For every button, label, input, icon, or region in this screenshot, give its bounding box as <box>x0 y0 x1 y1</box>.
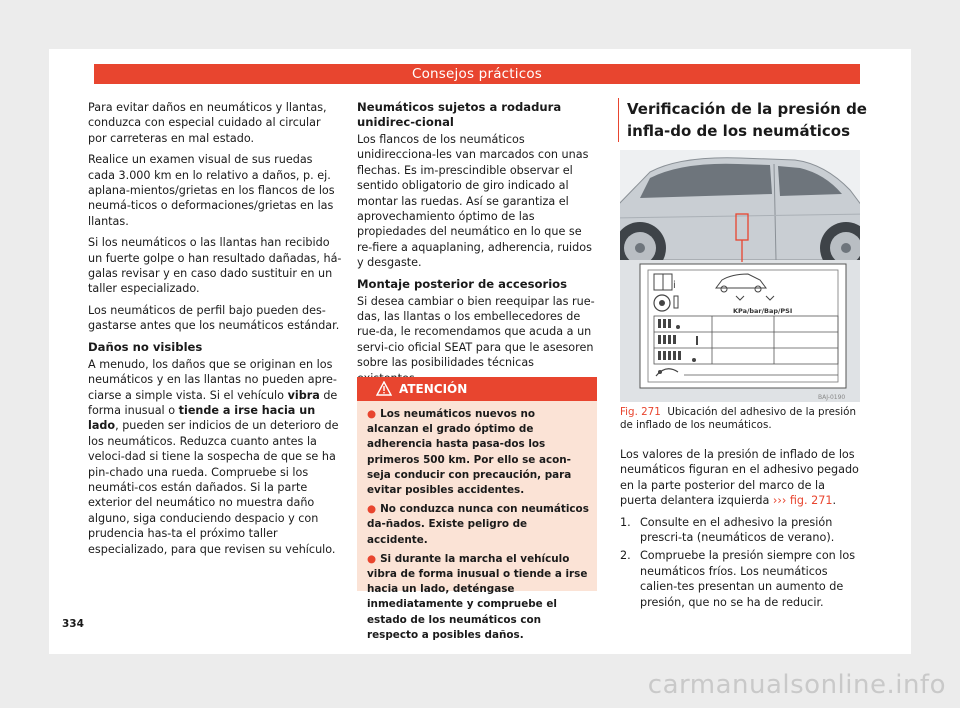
warning-list <box>365 407 589 643</box>
section-heading: Daños no visibles <box>88 339 203 354</box>
figure-tire-pressure-label <box>620 150 860 402</box>
warning-item-text: Los neumáticos nuevos no alcanzan el grado óptimo de adherencia hasta pasa-dos los primeros 500 km. Por ello se acon-seja conducir con precaución, para evitar posibles accidentes. <box>367 408 572 497</box>
warning-triangle-icon <box>376 381 392 396</box>
text-run: , pueden ser indicios de un deterioro de los neumáticos. Reduzca cuanto antes la veloci-dad si tiene la sospecha de que se ha pin-chado una rueda. Compruebe si los neumáti-cos están dañados. Si la parte exterior del neumático no muestra daño alguno, siga conduciendo despacio y con prudencia has-ta el próximo taller especializado, para que revisen su vehículo. <box>88 419 339 556</box>
emphasis: vibra <box>287 388 320 402</box>
steps-list <box>620 515 862 610</box>
paragraph: Si los neumáticos o las llantas han recibido un fuerte golpe o han resultado dañadas, há-galas revisar y en caso dado sustituir en un taller especializado. <box>88 236 342 296</box>
text-run: A menudo, los daños que se originan en los neumáticos y en las llantas no pueden apre-ciarse a simple vista. Si el vehículo <box>88 357 337 402</box>
warning-item <box>365 552 589 643</box>
page-number: 334 <box>62 618 84 630</box>
paragraph: Para evitar daños en neumáticos y llantas, conduzca con especial cuidado al circular por carreteras en mal estado. <box>88 101 327 145</box>
text-run: . <box>832 494 837 508</box>
warning-item <box>365 502 589 548</box>
warning-item-text: No conduzca nunca con neumáticos da-ñados. Existe peligro de accidente. <box>367 503 589 546</box>
section-title: Verificación de la presión de infla-do de los neumáticos <box>618 98 871 142</box>
caption-text: Ubicación del adhesivo de la presión de inflado de los neumáticos. <box>620 406 856 431</box>
column-middle <box>357 100 597 392</box>
section-heading: Montaje posterior de accesorios <box>357 276 568 291</box>
bullet-icon: ● <box>367 552 377 565</box>
step-number: 1. <box>620 515 631 529</box>
figure-number: Fig. 271 <box>620 406 661 418</box>
step-text: Compruebe la presión siempre con los neumáticos fríos. Los neumáticos calien-tes presentan un aumento de presión, que no se ha de reducir. <box>640 549 856 609</box>
column-left <box>88 100 342 563</box>
car-door-illustration <box>620 150 860 402</box>
figure-code: BAJ-0190 <box>818 394 846 401</box>
step-number: 2. <box>620 549 631 563</box>
figure-caption <box>620 406 860 432</box>
paragraph: Si desea cambiar o bien reequipar las rue-das, las llantas o los embellecedores de rue-da, le recomendamos que acuda a un servi-cio oficial SEAT para que le asesoren sobre las posibilidades técnicas <box>357 294 595 370</box>
paragraph: Los flancos de los neumáticos unidirecciona-les van marcados con unas flechas. Es im-prescindible observar el sentido obligatorio de giro indicado al montar las ruedas. Así se garantiza el aprovechamiento óptimo de las propiedades del neumático en lo que se re-fiere a aquaplaning, adherencia, ruidos y desgaste. <box>357 133 592 270</box>
warning-item-text: Si durante la marcha el vehículo vibra de forma inusual o tiende a irse hacia un lado, deténgase inmediatamente y compruebe el estado de los neumáticos con respecto a posibles daños. <box>367 552 588 641</box>
warning-box <box>357 377 597 641</box>
watermark: carmanualsonline.info <box>647 670 946 700</box>
paragraph <box>88 357 342 557</box>
paragraph: Los neumáticos de perfil bajo pueden des-gastarse antes que los neumáticos estándar. <box>88 303 340 333</box>
page-header: Consejos prácticos <box>94 64 860 84</box>
paragraph: Realice un examen visual de sus ruedas cada 3.000 km en lo relativo a daños, p. ej. aplana-mientos/grietas en los flancos de los neumá-ticos o deformaciones/grietas en las llantas. <box>88 153 335 228</box>
column-right-body <box>620 447 862 613</box>
section-heading: Neumáticos sujetos a rodadura unidirec-cional <box>357 100 562 129</box>
text-run: de forma inusual o <box>88 388 338 417</box>
warning-header <box>357 377 597 401</box>
bullet-icon: ● <box>367 408 377 420</box>
step-item <box>620 515 862 546</box>
emphasis: tiende a irse hacia un lado <box>88 403 316 433</box>
warning-title: ATENCIÓN <box>399 382 468 396</box>
paragraph <box>620 447 862 509</box>
svg-text:i: i <box>673 280 676 291</box>
figure-unit-label: KPa/bar/Bap/PSI <box>733 307 793 315</box>
step-item <box>620 548 862 610</box>
text-run: Los valores de la presión de inflado de los neumáticos figuran en el adhesivo pegado en la parte posterior del marco de la puerta delantera izquierda <box>620 448 859 508</box>
bullet-icon: ● <box>367 503 377 516</box>
step-text: Consulte en el adhesivo la presión prescri-ta (neumáticos de verano). <box>640 515 835 545</box>
figure-reference-link[interactable]: ››› fig. 271 <box>772 494 833 508</box>
warning-item <box>365 407 589 498</box>
